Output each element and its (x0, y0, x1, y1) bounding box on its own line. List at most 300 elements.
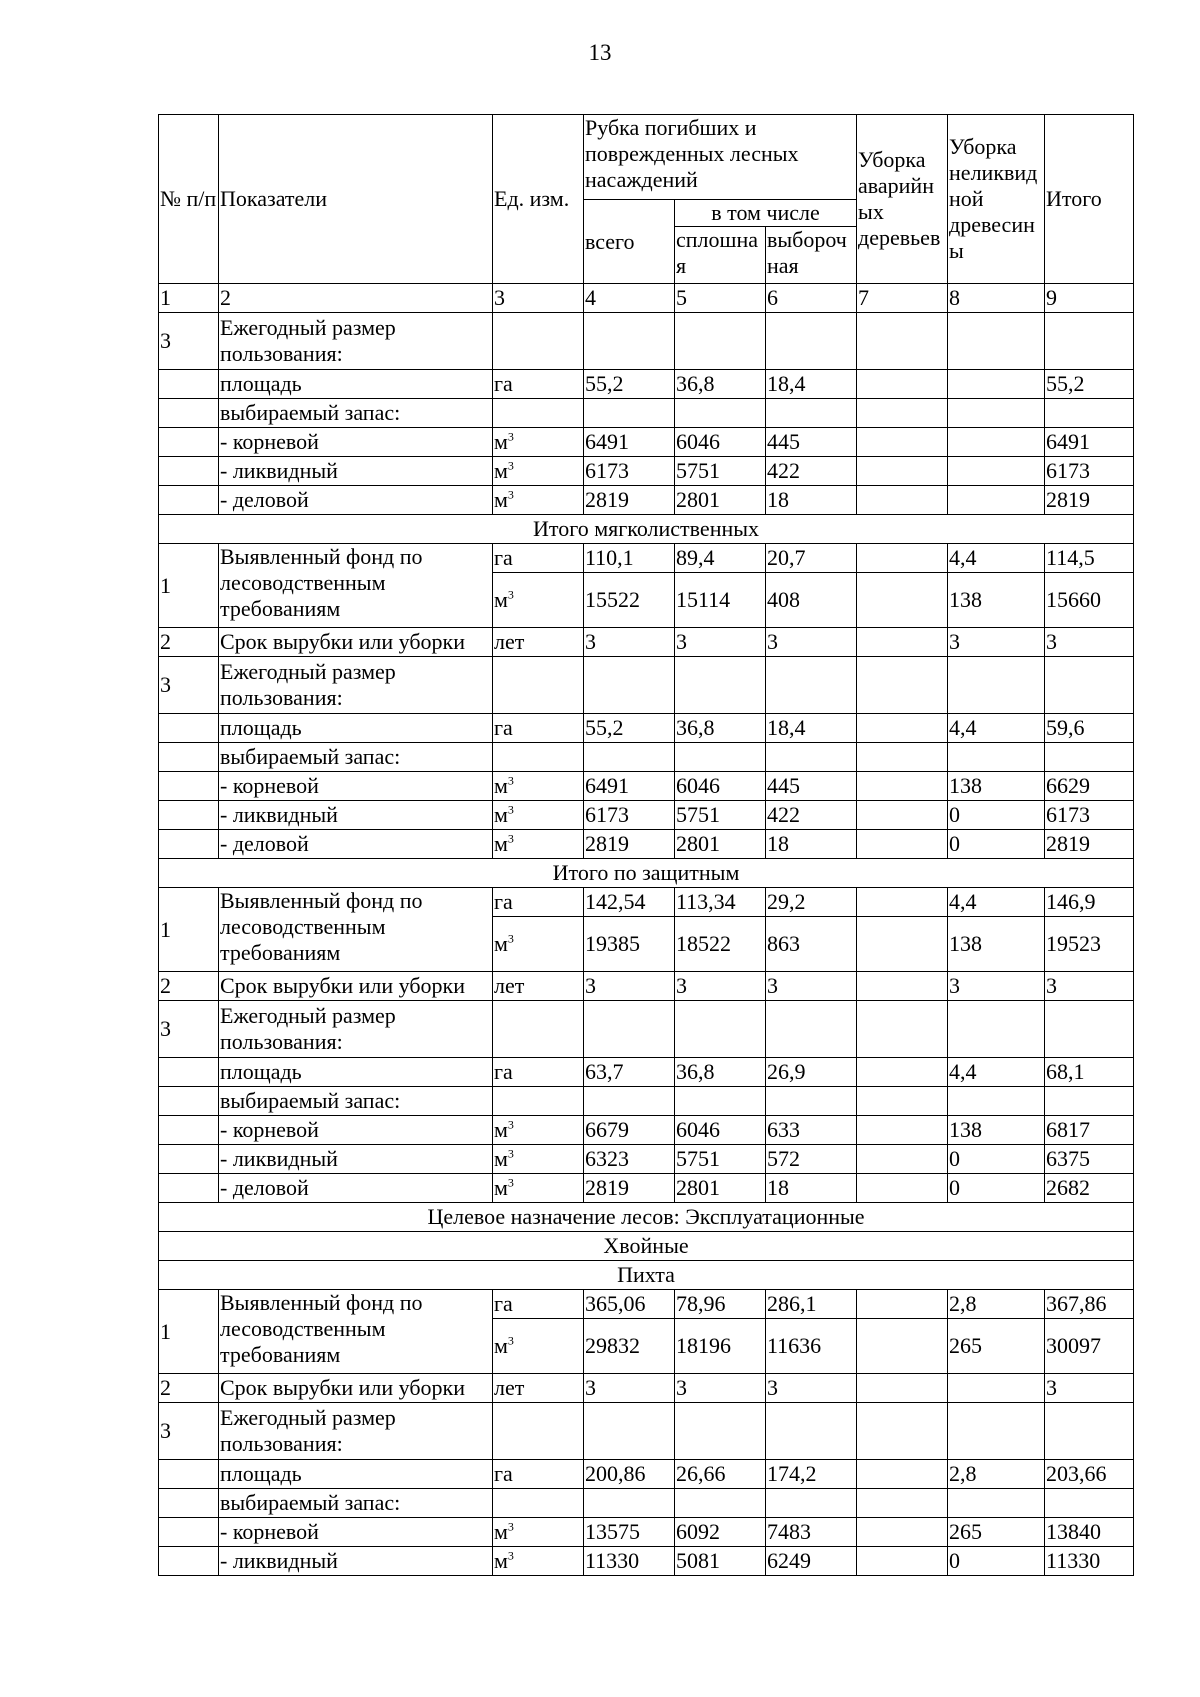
value-cell: 4,4 (948, 1058, 1045, 1087)
unit-m3: м (494, 831, 508, 856)
value-cell: 142,54 (584, 888, 675, 917)
unit-m3: м (494, 1146, 508, 1171)
value-cell: 2819 (584, 486, 675, 515)
value-cell: 265 (948, 1518, 1045, 1547)
value-cell: 3 (584, 972, 675, 1001)
value-cell: 138 (948, 772, 1045, 801)
unit-cell: га (493, 714, 584, 743)
unit-cell (493, 1174, 584, 1203)
empty-cell (584, 743, 675, 772)
area-row (159, 1460, 1134, 1489)
row-number: 1 (159, 544, 219, 628)
section-title: Итого мягколиственных (159, 515, 1134, 544)
value-cell: 3 (766, 1374, 857, 1403)
value-cell: 18,4 (766, 714, 857, 743)
unit-cell: га (493, 888, 584, 917)
empty-cell (159, 1058, 219, 1087)
unit-m3: м (494, 1117, 508, 1142)
unit-cell (493, 1319, 584, 1374)
value-cell: 2801 (675, 486, 766, 515)
value-cell (857, 457, 948, 486)
unit-m3-superscript: 3 (507, 773, 514, 788)
unit-cell: лет (493, 1374, 584, 1403)
value-cell: 3 (766, 972, 857, 1001)
section-title-row (159, 1203, 1134, 1232)
value-cell: 18 (766, 830, 857, 859)
value-cell (857, 370, 948, 399)
section-title-row (159, 1232, 1134, 1261)
empty-cell (675, 1403, 766, 1460)
header-total-felling: всего (584, 200, 675, 284)
fund-row (159, 544, 1134, 573)
value-cell: 2819 (1045, 486, 1134, 515)
empty-cell (493, 743, 584, 772)
indicator-label: - ликвидный (219, 1547, 493, 1576)
column-numbers-row (159, 284, 1134, 313)
empty-cell (675, 313, 766, 370)
value-cell: 6629 (1045, 772, 1134, 801)
empty-cell (766, 1403, 857, 1460)
value-cell: 2801 (675, 1174, 766, 1203)
value-cell: 6173 (584, 801, 675, 830)
unit-m3-superscript: 3 (507, 831, 514, 846)
value-cell: 6046 (675, 772, 766, 801)
unit-cell (493, 457, 584, 486)
value-cell (857, 486, 948, 515)
indicator-label: - корневой (219, 1518, 493, 1547)
empty-cell (857, 743, 948, 772)
empty-cell (493, 657, 584, 714)
value-cell (948, 1374, 1045, 1403)
stock-row (159, 1489, 1134, 1518)
empty-cell (159, 830, 219, 859)
value-cell (857, 1319, 948, 1374)
value-cell: 203,66 (1045, 1460, 1134, 1489)
indicator-label: - деловой (219, 486, 493, 515)
empty-cell (766, 313, 857, 370)
unit-cell: га (493, 370, 584, 399)
value-cell (857, 917, 948, 972)
row-number: 2 (159, 1374, 219, 1403)
empty-cell (675, 399, 766, 428)
empty-cell (857, 1001, 948, 1058)
row-number: 3 (159, 313, 219, 370)
value-cell: 365,06 (584, 1290, 675, 1319)
value-cell: 286,1 (766, 1290, 857, 1319)
unit-m3-superscript: 3 (507, 1175, 514, 1190)
indicator-label: - корневой (219, 428, 493, 457)
value-cell: 89,4 (675, 544, 766, 573)
value-cell: 3 (675, 1374, 766, 1403)
indicator-label: Выявленный фонд по лесоводственным требованиям (219, 1290, 493, 1374)
section-title: Хвойные (159, 1232, 1134, 1261)
value-cell: 6249 (766, 1547, 857, 1576)
indicator-label: площадь (219, 714, 493, 743)
empty-cell (1045, 1087, 1134, 1116)
value-cell: 863 (766, 917, 857, 972)
empty-cell (159, 1547, 219, 1576)
stock-business-row (159, 486, 1134, 515)
value-cell: 0 (948, 801, 1045, 830)
value-cell: 6491 (1045, 428, 1134, 457)
unit-m3-superscript: 3 (507, 1146, 514, 1161)
empty-cell (857, 657, 948, 714)
value-cell: 422 (766, 801, 857, 830)
value-cell: 18 (766, 486, 857, 515)
empty-cell (675, 1087, 766, 1116)
value-cell: 0 (948, 1547, 1045, 1576)
value-cell: 3 (948, 628, 1045, 657)
indicator-label: площадь (219, 1460, 493, 1489)
empty-cell (159, 714, 219, 743)
unit-cell (493, 1518, 584, 1547)
stock-business-row (159, 830, 1134, 859)
stock-root-row (159, 1518, 1134, 1547)
value-cell: 36,8 (675, 370, 766, 399)
unit-m3: м (494, 802, 508, 827)
column-number: 4 (584, 284, 675, 313)
indicator-label: - корневой (219, 1116, 493, 1145)
unit-m3-superscript: 3 (507, 487, 514, 502)
value-cell: 36,8 (675, 1058, 766, 1087)
value-cell: 29,2 (766, 888, 857, 917)
indicator-label: Ежегодный размер пользования: (219, 1001, 493, 1058)
value-cell (857, 1145, 948, 1174)
unit-cell (493, 830, 584, 859)
empty-cell (766, 1489, 857, 1518)
section-title: Целевое назначение лесов: Эксплуатационные (159, 1203, 1134, 1232)
area-row (159, 370, 1134, 399)
unit-m3-superscript: 3 (507, 1519, 514, 1534)
value-cell: 138 (948, 573, 1045, 628)
value-cell: 15660 (1045, 573, 1134, 628)
header-num: № п/п (159, 115, 219, 284)
empty-cell (948, 657, 1045, 714)
header-selective: выборочная (766, 227, 857, 284)
unit-m3: м (494, 487, 508, 512)
section-title: Пихта (159, 1261, 1134, 1290)
empty-cell (675, 1489, 766, 1518)
empty-cell (159, 1174, 219, 1203)
empty-cell (159, 1145, 219, 1174)
unit-cell (493, 1116, 584, 1145)
header-illiquid: Уборка неликвидной древесины (948, 115, 1045, 284)
value-cell: 2,8 (948, 1460, 1045, 1489)
value-cell (857, 573, 948, 628)
header-felling: Рубка погибших и поврежденных лесных насаждений (584, 115, 857, 200)
section-title-row (159, 859, 1134, 888)
unit-m3-superscript: 3 (507, 458, 514, 473)
empty-cell (948, 1001, 1045, 1058)
empty-cell (1045, 1489, 1134, 1518)
unit-m3: м (494, 1175, 508, 1200)
page-number: 13 (588, 40, 612, 65)
indicator-label: площадь (219, 1058, 493, 1087)
value-cell (857, 714, 948, 743)
value-cell: 138 (948, 1116, 1045, 1145)
value-cell (857, 1547, 948, 1576)
stock-liquid-row (159, 1145, 1134, 1174)
column-number: 9 (1045, 284, 1134, 313)
unit-m3: м (494, 1548, 508, 1573)
empty-cell (1045, 399, 1134, 428)
value-cell: 445 (766, 428, 857, 457)
value-cell: 11330 (584, 1547, 675, 1576)
empty-cell (948, 313, 1045, 370)
row-number: 3 (159, 1001, 219, 1058)
value-cell (857, 1290, 948, 1319)
unit-cell (493, 573, 584, 628)
unit-cell (493, 917, 584, 972)
empty-cell (584, 313, 675, 370)
empty-cell (159, 428, 219, 457)
forest-use-table (158, 114, 1134, 1576)
empty-cell (159, 801, 219, 830)
column-number: 8 (948, 284, 1045, 313)
value-cell: 6491 (584, 772, 675, 801)
section-title: Итого по защитным (159, 859, 1134, 888)
empty-cell (159, 743, 219, 772)
empty-cell (584, 399, 675, 428)
value-cell (857, 428, 948, 457)
empty-cell (159, 1087, 219, 1116)
fund-row (159, 1290, 1134, 1319)
row-number: 2 (159, 628, 219, 657)
stock-business-row (159, 1174, 1134, 1203)
header-including: в том числе (675, 200, 857, 227)
row-number: 2 (159, 972, 219, 1001)
value-cell: 7483 (766, 1518, 857, 1547)
unit-m3: м (494, 1519, 508, 1544)
value-cell: 2819 (584, 1174, 675, 1203)
indicator-label: Срок вырубки или уборки (219, 1374, 493, 1403)
unit-m3-superscript: 3 (507, 931, 514, 946)
empty-cell (493, 313, 584, 370)
value-cell: 633 (766, 1116, 857, 1145)
value-cell: 11636 (766, 1319, 857, 1374)
value-cell: 59,6 (1045, 714, 1134, 743)
value-cell: 2801 (675, 830, 766, 859)
unit-cell: лет (493, 972, 584, 1001)
unit-m3: м (494, 458, 508, 483)
value-cell: 6046 (675, 428, 766, 457)
empty-cell (159, 370, 219, 399)
value-cell: 36,8 (675, 714, 766, 743)
empty-cell (948, 1087, 1045, 1116)
indicator-label: выбираемый запас: (219, 1087, 493, 1116)
unit-cell: лет (493, 628, 584, 657)
value-cell (857, 628, 948, 657)
value-cell: 3 (584, 628, 675, 657)
unit-cell: га (493, 1460, 584, 1489)
value-cell: 18522 (675, 917, 766, 972)
unit-cell (493, 428, 584, 457)
value-cell: 55,2 (584, 370, 675, 399)
value-cell (857, 1174, 948, 1203)
value-cell: 4,4 (948, 714, 1045, 743)
indicator-label: Ежегодный размер пользования: (219, 313, 493, 370)
empty-cell (1045, 743, 1134, 772)
value-cell: 4,4 (948, 888, 1045, 917)
value-cell: 68,1 (1045, 1058, 1134, 1087)
unit-cell (493, 1547, 584, 1576)
row-number: 1 (159, 1290, 219, 1374)
indicator-label: Выявленный фонд по лесоводственным требованиям (219, 888, 493, 972)
empty-cell (766, 1087, 857, 1116)
stock-row (159, 399, 1134, 428)
indicator-label: - ликвидный (219, 1145, 493, 1174)
value-cell: 3 (1045, 972, 1134, 1001)
value-cell (948, 457, 1045, 486)
value-cell (857, 972, 948, 1001)
empty-cell (857, 1489, 948, 1518)
value-cell: 29832 (584, 1319, 675, 1374)
indicator-label: - деловой (219, 830, 493, 859)
column-number: 5 (675, 284, 766, 313)
stock-liquid-row (159, 1547, 1134, 1576)
value-cell: 0 (948, 1145, 1045, 1174)
value-cell: 6679 (584, 1116, 675, 1145)
unit-m3-superscript: 3 (507, 1548, 514, 1563)
value-cell (857, 544, 948, 573)
value-cell: 3 (584, 1374, 675, 1403)
value-cell: 6173 (1045, 457, 1134, 486)
value-cell: 19523 (1045, 917, 1134, 972)
value-cell: 18196 (675, 1319, 766, 1374)
term-row (159, 628, 1134, 657)
unit-cell: га (493, 1290, 584, 1319)
value-cell: 146,9 (1045, 888, 1134, 917)
value-cell: 6173 (1045, 801, 1134, 830)
empty-cell (159, 1116, 219, 1145)
value-cell: 200,86 (584, 1460, 675, 1489)
stock-root-row (159, 428, 1134, 457)
unit-m3-superscript: 3 (507, 1333, 514, 1348)
value-cell (857, 1374, 948, 1403)
empty-cell (857, 399, 948, 428)
value-cell: 3 (766, 628, 857, 657)
empty-cell (493, 1403, 584, 1460)
value-cell: 2682 (1045, 1174, 1134, 1203)
value-cell: 55,2 (1045, 370, 1134, 399)
value-cell: 5751 (675, 457, 766, 486)
value-cell: 15114 (675, 573, 766, 628)
empty-cell (948, 743, 1045, 772)
unit-m3: м (494, 1333, 508, 1358)
value-cell: 30097 (1045, 1319, 1134, 1374)
indicator-label: Ежегодный размер пользования: (219, 1403, 493, 1460)
unit-cell (493, 486, 584, 515)
value-cell: 6092 (675, 1518, 766, 1547)
value-cell: 63,7 (584, 1058, 675, 1087)
indicator-label: Ежегодный размер пользования: (219, 657, 493, 714)
value-cell (857, 888, 948, 917)
empty-cell (1045, 657, 1134, 714)
value-cell: 5751 (675, 801, 766, 830)
stock-liquid-row (159, 457, 1134, 486)
value-cell (857, 1518, 948, 1547)
value-cell (948, 486, 1045, 515)
indicator-label: - ликвидный (219, 801, 493, 830)
empty-cell (584, 1087, 675, 1116)
value-cell: 2819 (1045, 830, 1134, 859)
empty-cell (948, 1489, 1045, 1518)
empty-cell (159, 457, 219, 486)
value-cell: 6491 (584, 428, 675, 457)
value-cell: 138 (948, 917, 1045, 972)
empty-cell (159, 1460, 219, 1489)
empty-cell (766, 743, 857, 772)
value-cell: 0 (948, 830, 1045, 859)
value-cell: 15522 (584, 573, 675, 628)
unit-m3: м (494, 587, 508, 612)
empty-cell (584, 657, 675, 714)
unit-m3: м (494, 773, 508, 798)
stock-row (159, 1087, 1134, 1116)
value-cell: 110,1 (584, 544, 675, 573)
value-cell: 26,66 (675, 1460, 766, 1489)
header-clear: сплошная (675, 227, 766, 284)
value-cell (857, 1460, 948, 1489)
empty-cell (857, 1087, 948, 1116)
value-cell: 18 (766, 1174, 857, 1203)
empty-cell (948, 399, 1045, 428)
column-number: 1 (159, 284, 219, 313)
empty-cell (766, 1001, 857, 1058)
unit-cell (493, 801, 584, 830)
value-cell: 2,8 (948, 1290, 1045, 1319)
section-title-row (159, 1261, 1134, 1290)
value-cell: 3 (675, 972, 766, 1001)
row-number: 1 (159, 888, 219, 972)
value-cell: 5081 (675, 1547, 766, 1576)
value-cell: 78,96 (675, 1290, 766, 1319)
annual-row (159, 313, 1134, 370)
value-cell: 572 (766, 1145, 857, 1174)
header-emergency: Уборка аварийных деревьев (857, 115, 948, 284)
value-cell: 422 (766, 457, 857, 486)
empty-cell (1045, 313, 1134, 370)
value-cell: 3 (1045, 628, 1134, 657)
indicator-label: Срок вырубки или уборки (219, 972, 493, 1001)
unit-m3: м (494, 429, 508, 454)
unit-m3-superscript: 3 (507, 587, 514, 602)
empty-cell (948, 1403, 1045, 1460)
empty-cell (159, 399, 219, 428)
value-cell: 408 (766, 573, 857, 628)
empty-cell (493, 1087, 584, 1116)
empty-cell (584, 1001, 675, 1058)
value-cell: 6375 (1045, 1145, 1134, 1174)
value-cell: 4,4 (948, 544, 1045, 573)
area-row (159, 1058, 1134, 1087)
header-unit: Ед. изм. (493, 115, 584, 284)
empty-cell (675, 743, 766, 772)
value-cell: 18,4 (766, 370, 857, 399)
value-cell: 13575 (584, 1518, 675, 1547)
empty-cell (159, 1489, 219, 1518)
term-row (159, 972, 1134, 1001)
value-cell: 6046 (675, 1116, 766, 1145)
row-number: 3 (159, 657, 219, 714)
value-cell (857, 1058, 948, 1087)
value-cell: 114,5 (1045, 544, 1134, 573)
value-cell: 5751 (675, 1145, 766, 1174)
unit-cell (493, 1145, 584, 1174)
indicator-label: Выявленный фонд по лесоводственным требованиям (219, 544, 493, 628)
header-indicator: Показатели (219, 115, 493, 284)
value-cell: 19385 (584, 917, 675, 972)
